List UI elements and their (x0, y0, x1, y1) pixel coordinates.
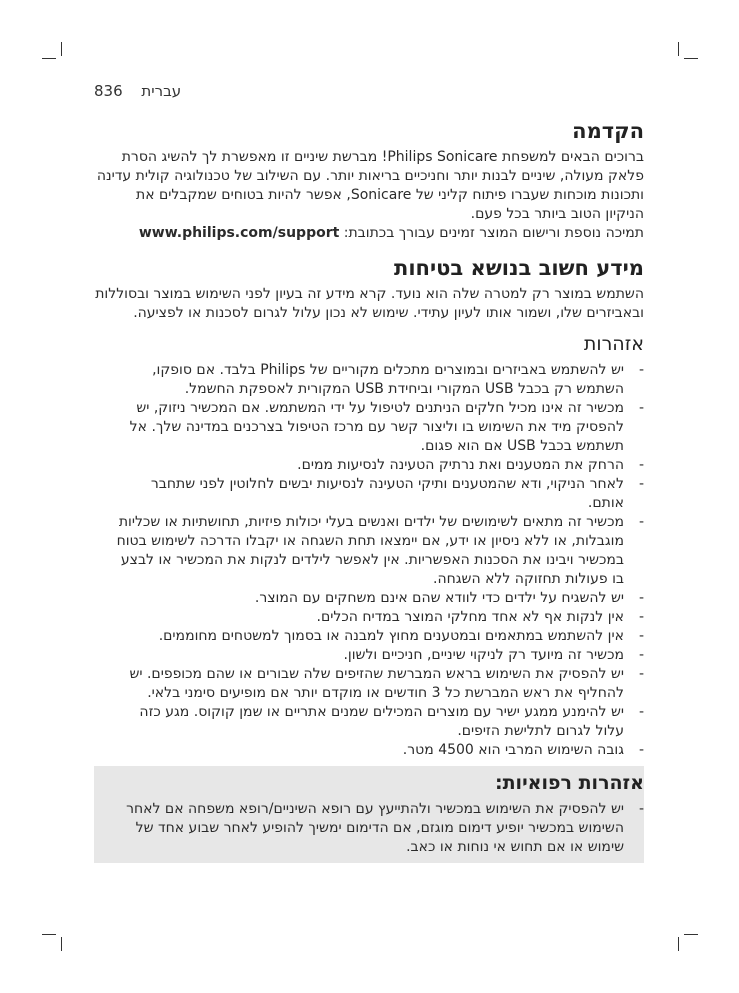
document-body (94, 116, 644, 863)
bullet-dash: - (638, 590, 644, 606)
medical-title: אזהרות רפואיות: (494, 772, 644, 794)
page-number: 836 (94, 82, 123, 100)
crop-mark (684, 58, 698, 59)
crop-mark (678, 937, 679, 951)
warning-item (94, 589, 644, 608)
warning-text: גובה השימוש המרבי הוא 4500 מטר. (402, 742, 624, 758)
crop-mark (678, 42, 679, 56)
bullet-dash: - (638, 628, 644, 644)
warning-text: יש להימנע ממגע ישיר עם מוצרים המכילים שמנים אתריים או שמן קוקוס. מגע כזה עלול לגרום לתלישת הזיפים. (139, 704, 624, 739)
warning-item (94, 361, 644, 399)
page-header (94, 82, 181, 100)
warnings-section (94, 331, 644, 760)
warning-text: יש להשגיח על ילדים כדי לוודא שהם אינם משחקים עם המוצר. (254, 590, 624, 606)
warning-text: יש להפסיק את השימוש בראש המברשת שהזיפים שלה שבורים או שהם מכופפים. יש להחליף את ראש המברשת כל 3 חודשים או מוקדם יותר אם מופיעים סימני בלאי. (129, 666, 624, 701)
warning-text: מכשיר זה מתאים לשימושים של ילדים ואנשים בעלי יכולות פיזיות, תחושתיות או שכליות מוגבלות, או ללא ניסיון או ידע, אם יימצאו תחת השגחה או יקבלו הדרכה לשימוש בטוח במכשיר ויבינו את הסכנות האפשריות. אין לאפשר לילדים לנקות את המכשיר או לבצע בו פעולות תחזוקה ללא השגחה. (116, 514, 624, 587)
bullet-dash: - (638, 362, 644, 378)
warnings-list (94, 361, 644, 760)
crop-mark (61, 42, 62, 56)
warning-item (94, 513, 644, 589)
support-line (94, 224, 644, 243)
bullet-dash: - (638, 704, 644, 720)
safety-title: מידע חשוב בנושא בטיחות (394, 256, 644, 280)
warning-item (94, 646, 644, 665)
warning-text: לאחר הניקוי, ודא שהמטענים ותיקי הטעינה לנסיעות יבשים לחלוטין לפני שתחבר אותם. (150, 476, 624, 511)
bullet-dash: - (638, 647, 644, 663)
warning-item (94, 608, 644, 627)
crop-mark (42, 934, 56, 935)
warning-item (94, 475, 644, 513)
warning-text: יש להשתמש באביזרים ובמוצרים מתכלים מקוריים של Philips בלבד. אם סופקו, השתמש רק בכבל USB המקורי וביחידת USB המקורית לאספקת החשמל. (152, 362, 624, 397)
intro-text: ברוכים הבאים למשפחת Philips Sonicare! מברשת שיניים זו מאפשרת לך להשיג הסרת פלאק מעולה, שיניים לבנות יותר וחניכיים בריאות יותר. עם השילוב של טכנולוגיה קולית עדינה ותכונות מוכחות שעברו פיתוח קליני של Sonicare, אפשר להיות בטוחים שמקבלים את הניקיון הטוב ביותר בכל פעם. (96, 149, 644, 222)
warning-item (94, 703, 644, 741)
bullet-dash: - (638, 609, 644, 625)
warning-item (94, 627, 644, 646)
intro-title: הקדמה (572, 119, 644, 143)
warning-item (94, 456, 644, 475)
medical-warnings-section (94, 766, 644, 863)
bullet-dash: - (638, 400, 644, 416)
bullet-dash: - (638, 457, 644, 473)
bullet-dash: - (638, 666, 644, 682)
warnings-title: אזהרות (583, 333, 644, 355)
bullet-dash: - (638, 742, 644, 758)
medical-text: יש להפסיק את השימוש במכשיר ולהתייעץ עם רופא השיניים/רופא משפחה אם לאחר השימוש במכשיר יופיע דימום מוגזם, אם הדימום ימשיך להופיע לאחר שבוע אחד של שימוש או אם תחוש אי נוחות או כאב. (126, 801, 624, 855)
warning-text: מכשיר זה מיועד רק לניקוי שיניים, חניכיים ולשון. (343, 647, 624, 663)
bullet-dash: - (638, 476, 644, 492)
bullet-dash: - (638, 801, 644, 817)
language-label: עברית (141, 82, 182, 100)
bullet-dash: - (638, 514, 644, 530)
warning-text: אין לנקות אף לא אחד מחלקי המוצר במדיח הכלים. (316, 609, 624, 625)
medical-list (94, 800, 644, 857)
medical-item (94, 800, 644, 857)
intro-section (94, 116, 644, 243)
warning-item (94, 399, 644, 456)
safety-text: השתמש במוצר רק למטרה שלה הוא נועד. קרא מידע זה בעיון לפני השימוש במוצר ובסוללות ובאביזרים שלו, ושמור אותו לעיון עתידי. שימוש לא נכון עלול לגרום לסכנות או לפציעה. (95, 286, 644, 321)
warning-item (94, 741, 644, 760)
safety-section (94, 253, 644, 323)
support-link[interactable]: www.philips.com/support (138, 225, 340, 241)
warning-text: אין להשתמש במתאמים ובמטענים מחוץ למבנה או בסמוך למשטחים מחוממים. (158, 628, 624, 644)
warning-text: מכשיר זה אינו מכיל חלקים הניתנים לטיפול על ידי המשתמש. אם המכשיר ניזוק, יש להפסיק מיד את השימוש בו וליצור קשר עם מרכז הטיפול בצרכנים במדינה שלך. אל תשתמש בכבל USB אם הוא פגום. (129, 400, 624, 454)
support-text: תמיכה נוספת ורישום המוצר זמינים עבורך בכתובת: (343, 225, 644, 241)
warning-text: הרחק את המטענים ואת נרתיק הטעינה לנסיעות ממים. (297, 457, 624, 473)
crop-mark (42, 58, 56, 59)
warning-item (94, 665, 644, 703)
crop-mark (684, 934, 698, 935)
crop-mark (61, 937, 62, 951)
